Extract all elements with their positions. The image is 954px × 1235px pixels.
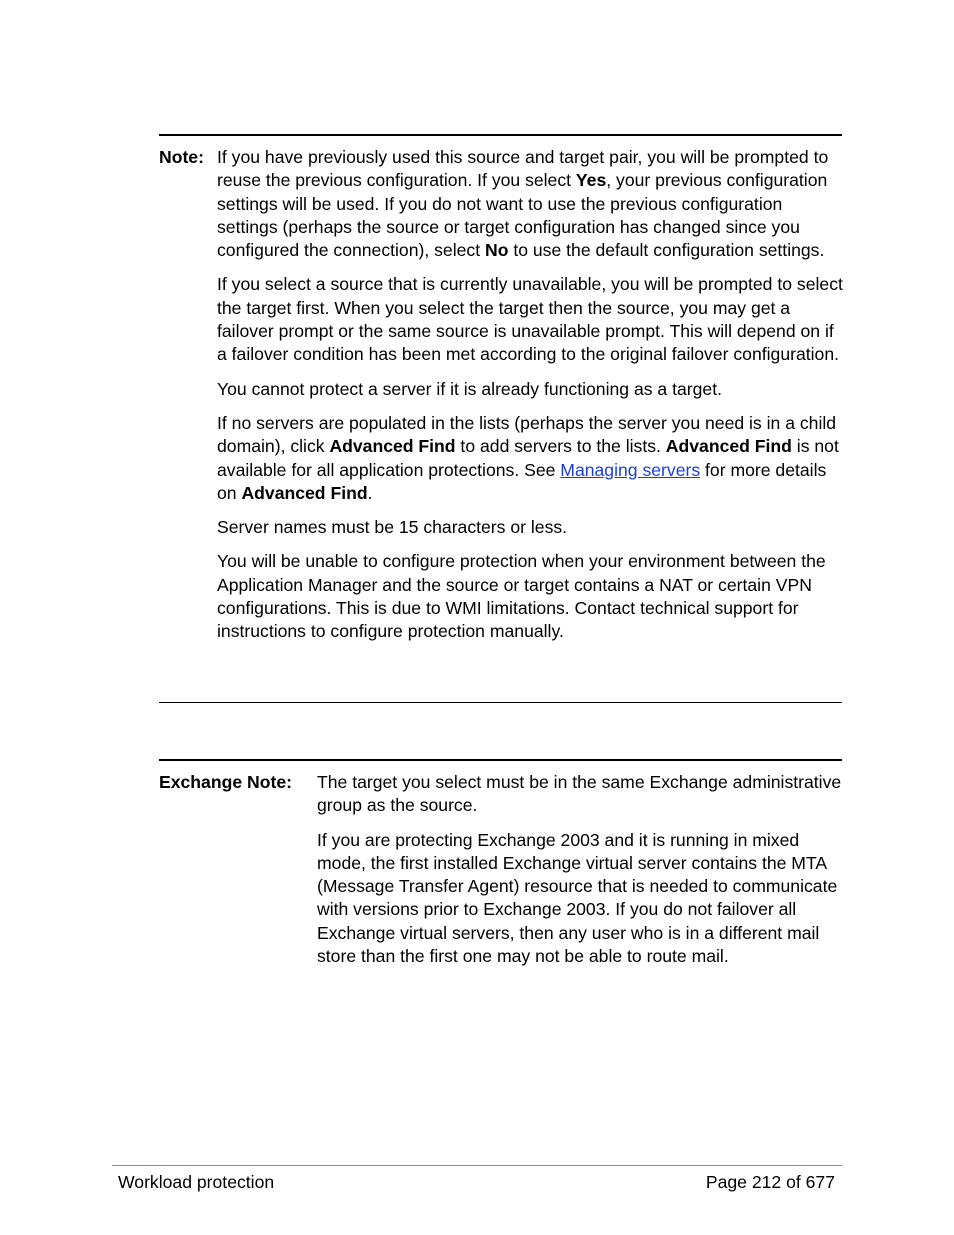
- exchange-note-top-rule: [159, 759, 842, 761]
- note-text: If no servers are populated in the lists (perhaps the server you need is in a child domain), click: [217, 412, 837, 457]
- yes-option-text: Yes: [575, 170, 607, 191]
- note-paragraph-4: [217, 412, 847, 505]
- exchange-note-block: [159, 771, 849, 968]
- note-top-rule: [159, 134, 842, 136]
- note-block: [159, 146, 849, 644]
- note-text: for more details on: [217, 459, 827, 503]
- note-paragraph-2: If you select a source that is currently unavailable, you will be prompted to select the target first. When you select the target then the source, you may get a failover prompt or the same source is unavailable prompt. This will depend on if a failover condition has been met according to the original failover configuration.: [217, 274, 843, 365]
- note-text: is not available for all application protections. See: [217, 436, 839, 480]
- note-text: to add servers to the lists.: [455, 436, 666, 457]
- advanced-find-text: Advanced Find: [665, 436, 792, 457]
- note-text: , your previous configuration settings will be used. If you do not want to use the previous configuration settings (perhaps the source or target configuration has changed since you configured the connection), select: [217, 170, 828, 261]
- note-bottom-rule: [159, 702, 842, 703]
- note-label: Note:: [159, 147, 204, 167]
- footer-rule: [112, 1165, 842, 1166]
- exchange-note-paragraph-1: The target you select must be in the same Exchange administrative group as the source.: [317, 772, 842, 816]
- managing-servers-link[interactable]: Managing servers: [560, 459, 701, 480]
- advanced-find-text: Advanced Find: [241, 482, 368, 503]
- footer-section-title: Workload protection: [118, 1172, 275, 1192]
- exchange-note-label: Exchange Note:: [159, 772, 292, 792]
- note-text: If you have previously used this source and target pair, you will be prompted to reuse the previous configuration. If you select: [217, 147, 829, 191]
- note-text: .: [367, 482, 373, 503]
- note-paragraph-5: Server names must be 15 characters or less.: [217, 517, 568, 538]
- note-text: to use the default configuration settings.: [508, 240, 825, 261]
- exchange-note-body: [317, 771, 847, 968]
- no-option-text: No: [484, 240, 509, 261]
- footer-page-number: Page 212 of 677: [705, 1172, 835, 1192]
- note-paragraph-6: You will be unable to configure protection when your environment between the Application Manager and the source or target contains a NAT or certain VPN configurations. This is due to WMI limitations. Contact technical support for instructions to configure protection manually.: [217, 551, 826, 642]
- note-paragraph-1: [217, 146, 847, 262]
- exchange-note-paragraph-2: If you are protecting Exchange 2003 and it is running in mixed mode, the first installed Exchange virtual server contains the MTA (Message Transfer Agent) resource that is needed to communicate with versions prior to Exchange 2003. If you do not failover all Exchange virtual servers, then any user who is in a different mail store than the first one may not be able to route mail.: [317, 829, 838, 967]
- note-paragraph-3: You cannot protect a server if it is already functioning as a target.: [217, 378, 722, 399]
- note-body: [217, 146, 847, 644]
- advanced-find-text: Advanced Find: [329, 436, 456, 457]
